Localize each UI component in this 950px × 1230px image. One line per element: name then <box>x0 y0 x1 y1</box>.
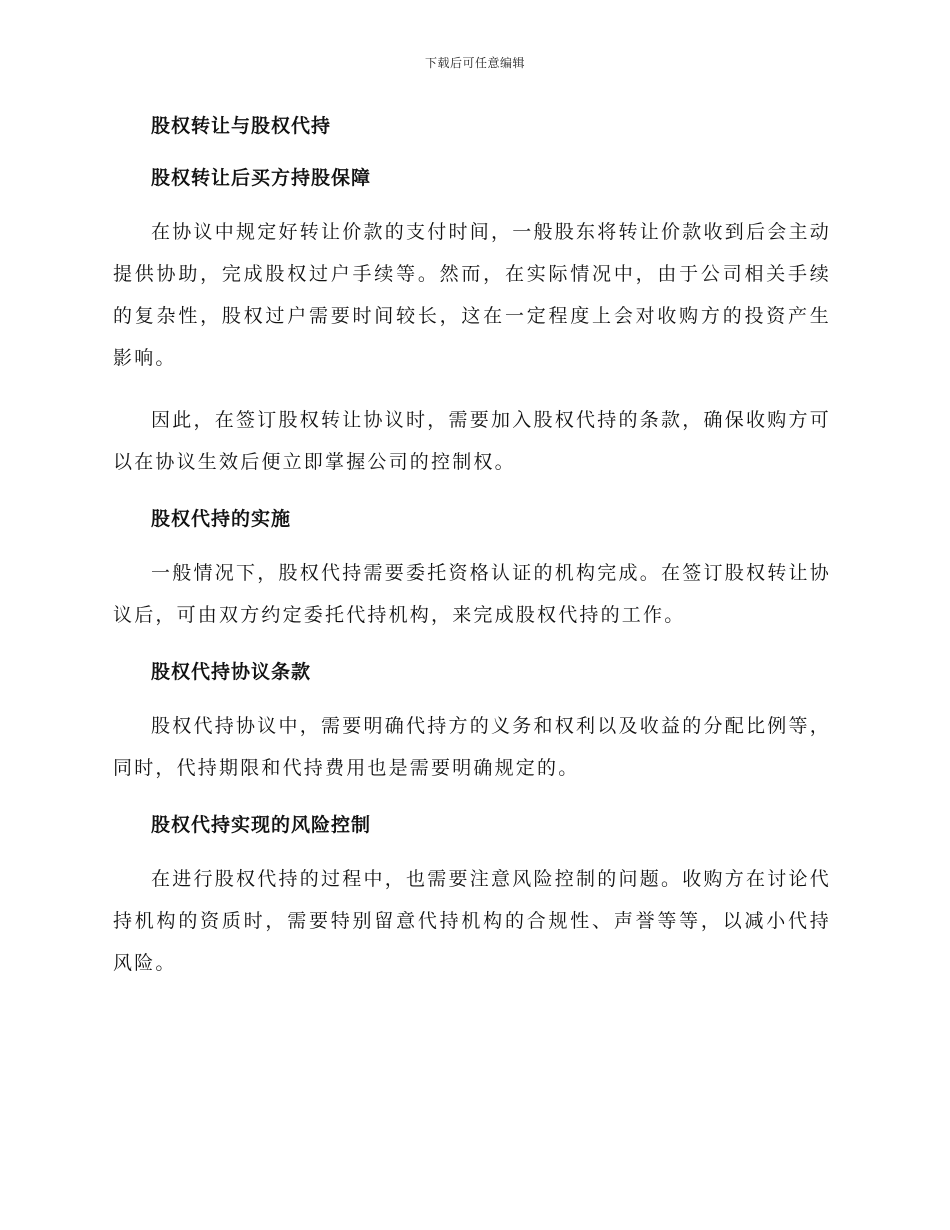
section-heading: 股权代持协议条款 <box>151 661 312 683</box>
paragraph: 因此，在签订股权转让协议时，需要加入股权代持的条款，确保收购方可以在协议生效后便立即掌握公司的控制权。 <box>113 409 831 473</box>
paragraph: 股权代持协议中，需要明确代持方的义务和权利以及收益的分配比例等，同时，代持期限和代持费用也是需要明确规定的。 <box>113 715 831 779</box>
section-agreement-terms <box>113 656 831 789</box>
paragraph: 在进行股权代持的过程中，也需要注意风险控制的问题。收购方在讨论代持机构的资质时，需要特别留意代持机构的合规性、声誉等等，以减小代持风险。 <box>113 868 831 974</box>
paragraph: 在协议中规定好转让价款的支付时间，一般股东将转让价款收到后会主动提供协助，完成股权过户手续等。然而，在实际情况中，由于公司相关手续的复杂性，股权过户需要时间较长，这在一定程度上会对收购方的投资产生影响。 <box>113 221 831 369</box>
page-header-note: 下载后可任意编辑 <box>424 56 525 70</box>
document-title: 股权转让与股权代持 <box>151 115 332 137</box>
section-risk-control <box>113 809 831 984</box>
section-heading: 股权代持的实施 <box>151 508 292 530</box>
section-buyer-protection <box>113 162 831 483</box>
document-body <box>113 110 831 1004</box>
paragraph: 一般情况下，股权代持需要委托资格认证的机构完成。在签订股权转让协议后，可由双方约定委托代持机构，来完成股权代持的工作。 <box>113 562 831 626</box>
section-implementation <box>113 503 831 636</box>
section-heading: 股权代持实现的风险控制 <box>151 814 372 836</box>
section-heading: 股权转让后买方持股保障 <box>151 167 372 189</box>
